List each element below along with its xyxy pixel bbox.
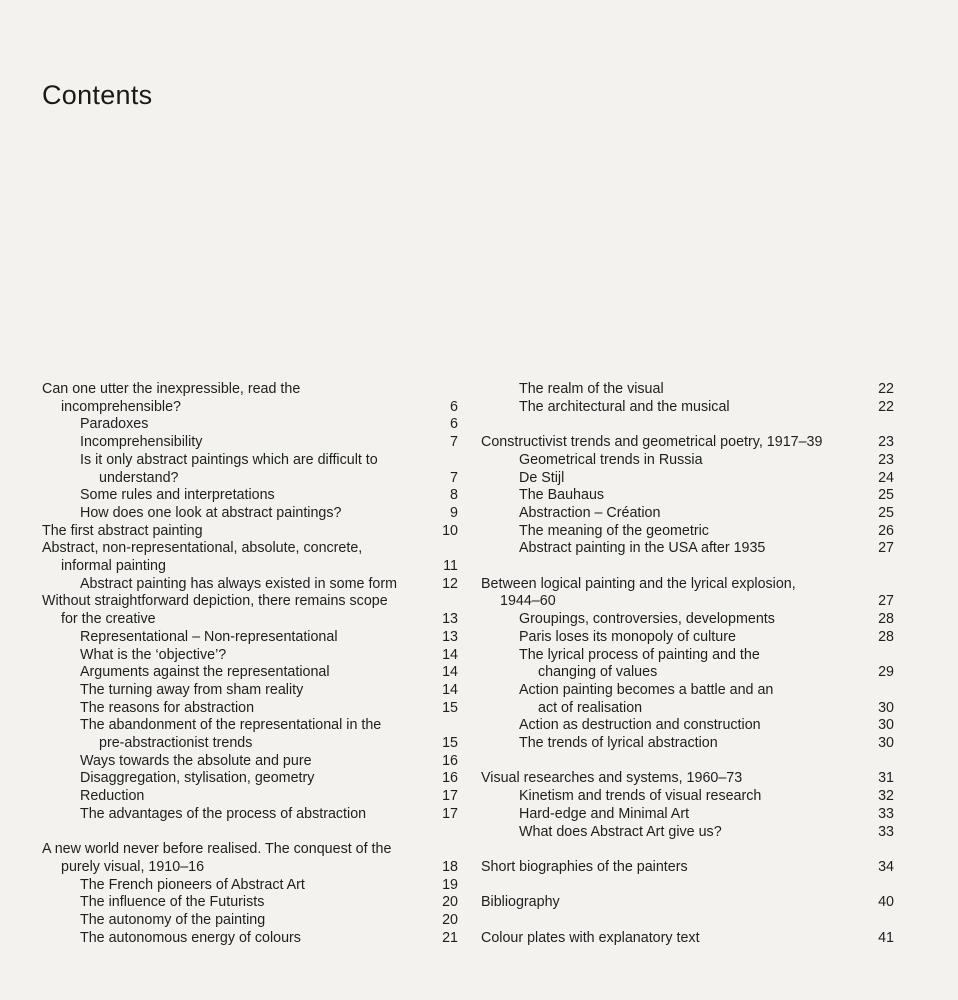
- toc-entry-title: [481, 647, 872, 682]
- toc-entry[interactable]: [42, 682, 458, 700]
- toc-entry-title: [42, 894, 436, 912]
- toc-entry-title-line: Action as destruction and construction: [519, 717, 761, 734]
- toc-page-number: 30: [878, 735, 894, 752]
- toc-entry-title-line: The abandonment of the representational in the: [80, 717, 382, 734]
- toc-entry[interactable]: [42, 930, 458, 948]
- toc-entry[interactable]: [42, 770, 458, 788]
- toc-entry[interactable]: [481, 735, 894, 753]
- toc-entry[interactable]: [42, 647, 458, 665]
- toc-entry-title: [42, 682, 436, 700]
- toc-entry-title: [42, 629, 436, 647]
- toc-entry-title-line: Kinetism and trends of visual research: [519, 788, 762, 805]
- toc-page-number: 13: [442, 628, 458, 645]
- toc-entry-title: [481, 788, 872, 806]
- toc-entry[interactable]: [481, 770, 894, 788]
- toc-page-number: 25: [878, 504, 894, 521]
- toc-entry-title-line: act of realisation: [538, 699, 643, 716]
- toc-entry-title: [42, 700, 436, 718]
- section-gap: [481, 416, 894, 434]
- toc-entry-title-line: Visual researches and systems, 1960–73: [481, 770, 743, 787]
- toc-page-number: 14: [442, 664, 458, 681]
- toc-entry-title-line: Constructivist trends and geometrical poetry, 1917–39: [481, 434, 823, 451]
- toc-entry[interactable]: [42, 416, 458, 434]
- toc-page-number: 15: [442, 735, 458, 752]
- toc-page-number: 7: [450, 469, 458, 486]
- toc-entry[interactable]: [481, 399, 894, 417]
- toc-entry[interactable]: [481, 717, 894, 735]
- toc-page-number: 23: [878, 451, 894, 468]
- toc-entry[interactable]: [481, 487, 894, 505]
- toc-entry-title: [42, 877, 436, 895]
- toc-entry-title: [42, 540, 436, 575]
- toc-entry-title: [42, 523, 436, 541]
- toc-entry[interactable]: [42, 452, 458, 487]
- toc-entry[interactable]: [481, 540, 894, 558]
- toc-page-number: 16: [442, 752, 458, 769]
- toc-entry-title-line: changing of values: [538, 664, 658, 681]
- toc-entry-title: [42, 806, 436, 824]
- toc-entry[interactable]: [42, 523, 458, 541]
- toc-entry-title: [481, 629, 872, 647]
- section-gap: [481, 912, 894, 930]
- toc-page-number: 28: [878, 611, 894, 628]
- toc-entry-title-line: What does Abstract Art give us?: [519, 823, 722, 840]
- toc-entry-title-line: Is it only abstract paintings which are difficult to: [80, 451, 378, 468]
- toc-entry-title: [481, 523, 872, 541]
- toc-entry[interactable]: [481, 505, 894, 523]
- toc-page-number: 27: [878, 540, 894, 557]
- toc-entry[interactable]: [42, 434, 458, 452]
- toc-page-number: 22: [878, 398, 894, 415]
- toc-entry-title-line: The French pioneers of Abstract Art: [80, 876, 305, 893]
- toc-entry[interactable]: [42, 487, 458, 505]
- toc-entry[interactable]: [42, 841, 458, 876]
- toc-entry[interactable]: [481, 381, 894, 399]
- toc-page-number: 21: [442, 929, 458, 946]
- toc-entry-title-line: Ways towards the absolute and pure: [80, 752, 312, 769]
- toc-entry-title-line: Disaggregation, stylisation, geometry: [80, 770, 315, 787]
- toc-entry-title: [42, 788, 436, 806]
- toc-entry-title-line: The advantages of the process of abstraction: [80, 805, 367, 822]
- toc-page-number: 32: [878, 788, 894, 805]
- toc-page-number: 29: [878, 664, 894, 681]
- toc-entry[interactable]: [42, 806, 458, 824]
- toc-entry[interactable]: [481, 682, 894, 717]
- toc-page-number: 34: [878, 858, 894, 875]
- toc-entry-title: [42, 487, 436, 505]
- toc-entry-title: [481, 540, 872, 558]
- toc-page-number: 24: [878, 469, 894, 486]
- toc-page-number: 13: [442, 611, 458, 628]
- toc-entry[interactable]: [42, 753, 458, 771]
- toc-page-number: 41: [878, 929, 894, 946]
- toc-entry[interactable]: [481, 859, 894, 877]
- toc-page-number: 20: [442, 894, 458, 911]
- toc-entry-title-line: What is the ‘objective’?: [80, 646, 227, 663]
- toc-entry-title-line: purely visual, 1910–16: [61, 858, 205, 875]
- section-gap: [481, 558, 894, 576]
- toc-entry-title-line: The meaning of the geometric: [519, 522, 709, 539]
- toc-entry-title-line: Paris loses its monopoly of culture: [519, 628, 736, 645]
- toc-page-number: 27: [878, 593, 894, 610]
- toc-entry-title-line: The reasons for abstraction: [80, 699, 255, 716]
- section-gap: [481, 753, 894, 771]
- toc-entry-title: [481, 452, 872, 470]
- toc-entry-title-line: A new world never before realised. The conquest of the: [42, 841, 392, 858]
- toc-page-number: 9: [450, 504, 458, 521]
- toc-entry-title-line: The influence of the Futurists: [80, 894, 265, 911]
- toc-entry-title-line: The first abstract painting: [42, 522, 203, 539]
- toc-entry-title-line: The lyrical process of painting and the: [519, 646, 760, 663]
- toc-entry-title: [481, 487, 872, 505]
- toc-entry-title-line: Abstract painting has always existed in some form: [80, 575, 398, 592]
- toc-entry-title-line: incomprehensible?: [61, 398, 182, 415]
- toc-entry[interactable]: [481, 470, 894, 488]
- section-gap: [42, 824, 458, 842]
- toc-page-number: 7: [450, 434, 458, 451]
- toc-entry-title-line: 1944–60: [500, 593, 556, 610]
- toc-entry-title: [481, 930, 872, 948]
- toc-entry[interactable]: [42, 381, 458, 416]
- toc-entry[interactable]: [42, 540, 458, 575]
- toc-entry-title-line: The trends of lyrical abstraction: [519, 735, 718, 752]
- toc-entry-title: [481, 824, 872, 842]
- toc-entry-title: [481, 717, 872, 735]
- toc-entry-title-line: Without straightforward depiction, there remains scope: [42, 593, 388, 610]
- toc-entry-title: [481, 470, 872, 488]
- toc-page-number: 15: [442, 699, 458, 716]
- toc-entry-title: [42, 434, 436, 452]
- toc-entry-title: [42, 930, 436, 948]
- toc-entry-title: [42, 912, 436, 930]
- toc-page-number: 17: [442, 788, 458, 805]
- toc-entry-title: [42, 664, 436, 682]
- toc-entry[interactable]: [481, 629, 894, 647]
- toc-entry-title: [42, 841, 436, 876]
- toc-entry[interactable]: [481, 806, 894, 824]
- page-title: Contents: [42, 80, 153, 110]
- section-gap: [481, 877, 894, 895]
- toc-entry-title-line: The autonomy of the painting: [80, 912, 266, 929]
- toc-page-number: 20: [442, 912, 458, 929]
- toc-entry[interactable]: [42, 700, 458, 718]
- toc-entry-title: [481, 806, 872, 824]
- toc-entry[interactable]: [481, 824, 894, 842]
- toc-page-number: 40: [878, 894, 894, 911]
- toc-entry-title: [42, 381, 436, 416]
- toc-entry-title-line: Bibliography: [481, 894, 560, 911]
- toc-page-number: 11: [443, 558, 458, 575]
- toc-page-number: 25: [878, 487, 894, 504]
- toc-entry-title-line: Reduction: [80, 788, 145, 805]
- toc-entry[interactable]: [42, 788, 458, 806]
- toc-entry-title: [42, 505, 436, 523]
- toc-entry-title-line: Colour plates with explanatory text: [481, 929, 700, 946]
- toc-left-column: [42, 381, 458, 947]
- toc-page-number: 18: [442, 858, 458, 875]
- toc-page-number: 28: [878, 628, 894, 645]
- toc-page-number: 22: [878, 381, 894, 397]
- toc-entry-title: [481, 381, 872, 399]
- toc-entry-title-line: Abstraction – Création: [519, 504, 661, 521]
- toc-entry[interactable]: [481, 611, 894, 629]
- toc-entry-title: [481, 770, 872, 788]
- toc-entry-title-line: Geometrical trends in Russia: [519, 451, 703, 468]
- toc-entry[interactable]: [481, 930, 894, 948]
- toc-page-number: 26: [878, 522, 894, 539]
- toc-right-column: [481, 381, 894, 947]
- toc-entry-title-line: Action painting becomes a battle and an: [519, 681, 774, 698]
- toc-entry-title-line: Abstract painting in the USA after 1935: [519, 540, 766, 557]
- toc-entry-title: [481, 611, 872, 629]
- toc-page-number: 30: [878, 717, 894, 734]
- toc-entry-title: [42, 753, 436, 771]
- toc-page-number: 12: [442, 575, 458, 592]
- toc-entry-title-line: The autonomous energy of colours: [80, 929, 301, 946]
- toc-entry[interactable]: [481, 788, 894, 806]
- toc-entry-title-line: Arguments against the representational: [80, 664, 330, 681]
- toc-entry[interactable]: [42, 894, 458, 912]
- toc-entry-title: [42, 647, 436, 665]
- toc-entry-title: [481, 505, 872, 523]
- toc-entry[interactable]: [42, 717, 458, 752]
- toc-entry-title-line: Abstract, non-representational, absolute, concrete,: [42, 540, 363, 557]
- toc-page-number: 16: [442, 770, 458, 787]
- toc-entry-title-line: Incomprehensibility: [80, 434, 203, 451]
- toc-page-number: 33: [878, 805, 894, 822]
- toc-entry-title: [42, 452, 436, 487]
- toc-entry-title-line: The realm of the visual: [519, 381, 664, 397]
- toc-entry-title-line: Short biographies of the painters: [481, 858, 688, 875]
- toc-entry-title: [42, 717, 436, 752]
- toc-entry-title-line: Some rules and interpretations: [80, 487, 275, 504]
- toc-entry-title: [481, 859, 872, 877]
- toc-entry-title: [42, 770, 436, 788]
- toc-page-number: 14: [442, 681, 458, 698]
- toc-entry-title-line: informal painting: [61, 558, 166, 575]
- toc-entry-title: [42, 416, 436, 434]
- toc-entry[interactable]: [481, 894, 894, 912]
- toc-entry-title-line: How does one look at abstract paintings?: [80, 504, 342, 521]
- toc-entry[interactable]: [42, 877, 458, 895]
- toc-entry-title-line: Can one utter the inexpressible, read the: [42, 381, 301, 397]
- toc-page-number: 6: [450, 416, 458, 433]
- toc-entry[interactable]: [42, 505, 458, 523]
- toc-entry-title-line: The architectural and the musical: [519, 398, 730, 415]
- toc-page-number: 6: [450, 398, 458, 415]
- toc-page-number: 19: [442, 876, 458, 893]
- toc-entry[interactable]: [42, 576, 458, 594]
- toc-entry[interactable]: [42, 912, 458, 930]
- toc-page-number: 17: [442, 805, 458, 822]
- toc-entry-title-line: Between logical painting and the lyrical explosion,: [481, 575, 796, 592]
- toc-page-number: 14: [442, 646, 458, 663]
- toc-entry-title: [481, 399, 872, 417]
- toc-entry[interactable]: [42, 593, 458, 628]
- toc-entry-title: [481, 682, 872, 717]
- toc-entry-title: [481, 576, 872, 611]
- toc-entry[interactable]: [481, 523, 894, 541]
- toc-entry[interactable]: [42, 664, 458, 682]
- toc-entry-title-line: The turning away from sham reality: [80, 681, 304, 698]
- toc-entry-title-line: Paradoxes: [80, 416, 149, 433]
- toc-entry-title: [42, 576, 436, 594]
- toc-page-number: 8: [450, 487, 458, 504]
- toc-entry[interactable]: [42, 629, 458, 647]
- toc-entry[interactable]: [481, 434, 894, 452]
- toc-entry-title-line: for the creative: [61, 611, 156, 628]
- toc-entry-title-line: understand?: [99, 469, 179, 486]
- toc-entry-title-line: Groupings, controversies, developments: [519, 611, 775, 628]
- toc-entry[interactable]: [481, 576, 894, 611]
- toc-page-number: 33: [878, 823, 894, 840]
- toc-entry-title-line: Representational – Non-representational: [80, 628, 338, 645]
- toc-page-number: 10: [442, 522, 458, 539]
- toc-entry[interactable]: [481, 452, 894, 470]
- toc-page-number: 31: [878, 770, 894, 787]
- toc-page-number: 30: [878, 699, 894, 716]
- toc-entry-title-line: De Stijl: [519, 469, 565, 486]
- toc-entry-title: [481, 894, 872, 912]
- toc-entry-title: [42, 593, 436, 628]
- toc-entry-title-line: Hard-edge and Minimal Art: [519, 805, 690, 822]
- toc-entry-title-line: pre-abstractionist trends: [99, 735, 253, 752]
- toc-entry-title-line: The Bauhaus: [519, 487, 605, 504]
- toc-page-number: 23: [878, 434, 894, 451]
- toc-entry-title: [481, 434, 872, 452]
- toc-entry[interactable]: [481, 647, 894, 682]
- section-gap: [481, 841, 894, 859]
- toc-entry-title: [481, 735, 872, 753]
